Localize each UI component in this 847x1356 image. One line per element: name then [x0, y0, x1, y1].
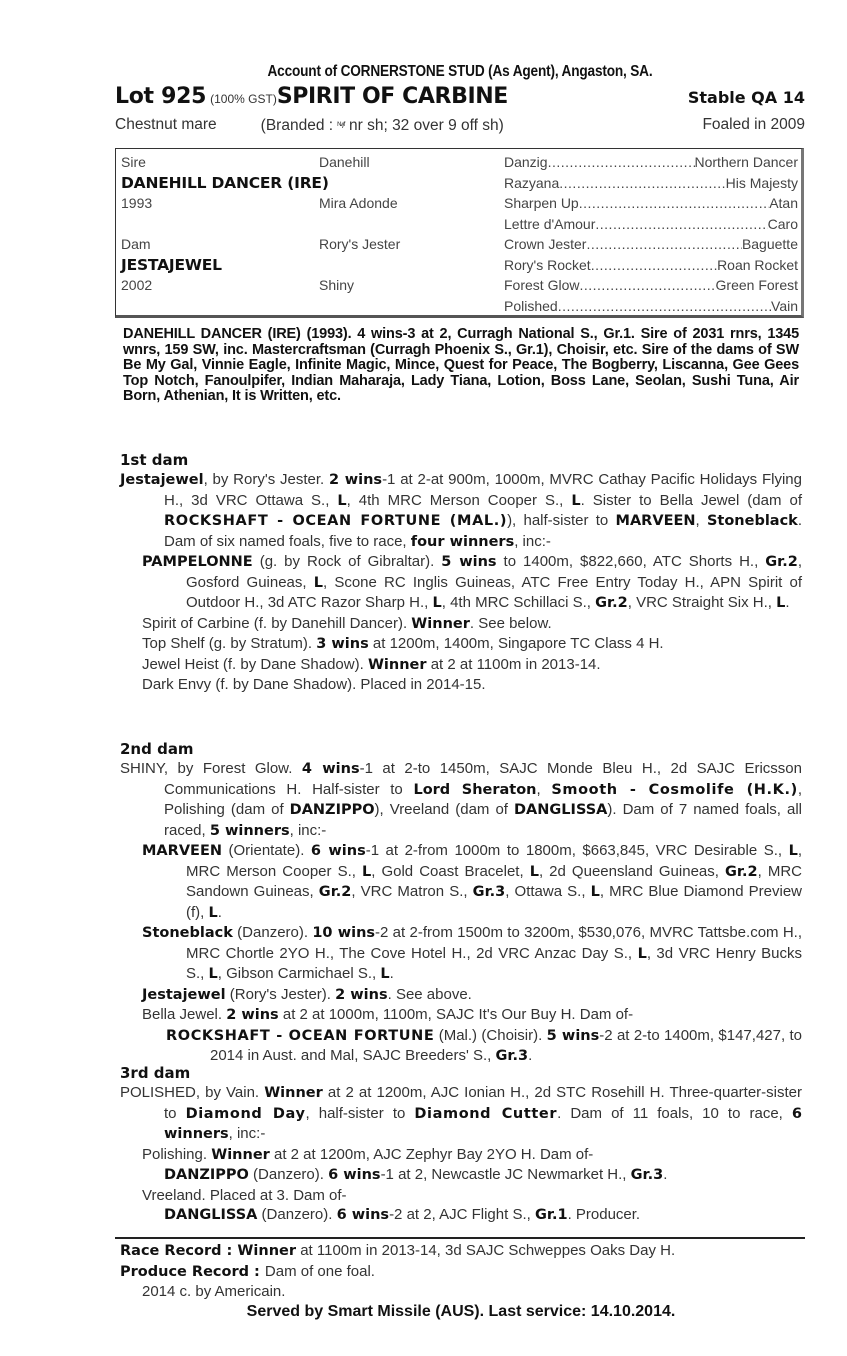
text-run: (Rory's Jester).	[225, 985, 336, 1003]
text-run: , inc:-	[289, 821, 327, 839]
lot-title-row	[115, 84, 805, 112]
bold-highlight: 5 wins	[441, 554, 497, 570]
text-run: (Orientate).	[221, 842, 311, 859]
leader-dots	[548, 152, 695, 173]
pedigree-row	[121, 275, 501, 296]
grandparent-row	[504, 214, 798, 235]
great-grandsire: Green Forest	[715, 277, 798, 293]
brand-prefix: (Branded :	[260, 117, 338, 134]
text-run: , MRC Blue Diamond Preview (f),	[186, 883, 802, 921]
bold-highlight: Gr.2	[318, 884, 352, 900]
sire-summary: DANEHILL DANCER (IRE) (1993). 4 wins-3 at 2, Curragh National S., Gr.1. Sire of 2031 rnrs, 1345 wnrs, 159 SW, inc. Mastercraftsman (Curragh Phoenix S., Gr.1), Choisir, etc. Sire of the dams of SW Be My Gal, Vinnie Eagle, Infinite Magic, Mince, Quest for Peace, The Bogberry, Liscanna, Gee Gees Top Notch, Fanoulpifer, Indian Maharaja, Lady Tiana, Lotion, Boss Lane, Seolan, Sushi Tuna, Air Born, Athenian, It is Written, etc.	[123, 326, 799, 404]
bold-highlight: 3 wins	[316, 636, 369, 652]
text-run: at 2 at 1100m in 2013-14.	[426, 655, 601, 673]
great-grandsire: Vain	[771, 297, 798, 314]
grandparent-name: Danzig	[504, 154, 548, 170]
pedigree-row	[121, 234, 501, 255]
text-run: Jewel Heist (f. by Dane Shadow).	[142, 655, 368, 673]
text-run: .	[389, 965, 394, 982]
bold-highlight: DANZIPPO	[289, 802, 375, 818]
text-run: -2 at 2-from 1500m to 3200m, $530,076, MVRC Tattsbe.com H., MRC Chortle 2YO H., The Cove Hotel H., 2d VRC Anzac Day S.,	[186, 924, 802, 962]
text-run: , VRC Matron S.,	[351, 883, 473, 900]
bold-highlight: Gr.2	[725, 863, 758, 880]
bold-highlight: 4 wins	[301, 761, 360, 777]
great-grandsire: Baguette	[741, 236, 798, 252]
bold-highlight: MARVEEN	[142, 843, 222, 859]
text-run: , 4th MRC Merson Cooper S.,	[346, 491, 572, 509]
text-run: . See below.	[469, 614, 552, 632]
text-run: , Scone RC Inglis Guineas, ATC Free Entry Today H., APN Spirit of Outdoor H., 3d ATC Razor Sharp H.,	[186, 573, 803, 611]
bold-highlight: Stoneblack	[142, 925, 233, 941]
text-run: .	[528, 1047, 533, 1064]
grandparent-row	[504, 234, 798, 255]
grandparent-name: Razyana	[504, 174, 560, 191]
produce-record-label: Produce Record :	[120, 1263, 265, 1280]
text-run: , half-sister to	[305, 1104, 415, 1122]
bold-highlight: DANZIPPO	[164, 1167, 249, 1183]
text-run: , VRC Straight Six H.,	[627, 594, 777, 611]
bold-highlight: PAMPELONNE	[142, 554, 253, 570]
bold-highlight: L	[571, 492, 581, 509]
pedigree-row	[121, 214, 501, 235]
produce-record	[120, 1262, 802, 1283]
bold-highlight: Gr.2	[765, 554, 798, 570]
catalogue-page	[115, 62, 805, 1320]
progeny-entry	[120, 614, 802, 635]
progeny-entry	[120, 1186, 802, 1206]
great-grandsire: Atan	[769, 195, 798, 211]
text-run: , Gold Coast Bracelet,	[371, 862, 530, 880]
bold-highlight: Lord Sheraton	[413, 781, 537, 798]
bold-highlight: Smooth - Cosmolife (H.K.)	[551, 781, 798, 798]
sire-dam: Mira Adonde	[319, 195, 398, 211]
brand-description	[261, 114, 504, 136]
grandparent-name: Polished	[504, 297, 558, 314]
bold-highlight: Winner	[367, 656, 427, 673]
section-title: 1st dam	[120, 451, 189, 469]
pedigree-row	[121, 193, 501, 214]
text-run: ), Vreeland (dam of	[374, 801, 515, 818]
leader-dots	[595, 214, 767, 235]
bold-highlight: L	[529, 863, 539, 880]
progeny-entry	[120, 1005, 802, 1026]
text-run: -2 at 2, AJC Flight S.,	[389, 1206, 535, 1223]
bold-highlight: L	[432, 595, 442, 611]
grandparent-name: Lettre d'Amour	[504, 215, 596, 232]
pedigree-row	[121, 173, 501, 194]
progeny-entry	[120, 634, 802, 655]
bold-highlight: Gr.3	[630, 1167, 664, 1183]
bold-highlight: Stoneblack	[706, 513, 798, 529]
pedigree-parents	[121, 152, 501, 316]
text-run: -1 at 2-to 1450m, SAJC Monde Bleu H., 2d SAJC Ericsson Communications H. Half-sister to	[164, 760, 802, 798]
bold-highlight: L	[337, 492, 347, 509]
bold-highlight: 6 winners	[164, 1105, 802, 1142]
footer-divider	[115, 1237, 805, 1239]
grandparent-row	[504, 275, 798, 296]
text-run: at 2 at 1200m, AJC Zephyr Bay 2YO H. Dam of-	[269, 1145, 594, 1163]
dam-year: 2002	[121, 277, 153, 293]
bold-highlight: 2 wins	[328, 472, 383, 488]
first-dam-section	[120, 450, 802, 695]
bold-highlight: 2 wins	[226, 1007, 279, 1023]
sire-name: DANEHILL DANCER (IRE)	[121, 173, 329, 192]
bold-highlight: L	[788, 843, 798, 859]
bold-highlight: L	[208, 904, 218, 921]
text-run: ). Dam of 7 named foals, all raced,	[164, 801, 802, 839]
pedigree-grandparents	[504, 152, 798, 316]
bold-highlight: 6 wins	[336, 1207, 390, 1223]
bold-highlight: four winners	[410, 533, 515, 550]
progeny-entry	[120, 675, 802, 695]
bold-highlight: Jestajewel	[120, 472, 204, 488]
progeny-entry	[120, 552, 802, 614]
text-run: (Danzero).	[248, 1166, 329, 1183]
bold-highlight: L	[313, 574, 323, 591]
vendor-account: Account of CORNERSTONE STUD (As Agent), Angaston, SA.	[267, 63, 653, 80]
progeny-entry	[120, 655, 802, 676]
bold-highlight: 5 wins	[546, 1027, 600, 1044]
grandprogeny-entry	[120, 1165, 802, 1186]
text-run: , 4th MRC Schillaci S.,	[441, 594, 596, 611]
second-dam-section	[120, 739, 802, 1067]
sire-year: 1993	[121, 195, 153, 211]
race-record-text: at 1100m in 2013-14, 3d SAJC Schweppes Oaks Day H.	[296, 1242, 676, 1259]
great-grandsire: Northern Dancer	[694, 154, 798, 170]
bold-highlight: L	[776, 595, 786, 611]
produce-record-text: Dam of one foal.	[264, 1262, 375, 1280]
leader-dots	[558, 296, 771, 317]
foal-entry: 2014 c. by Americain.	[142, 1283, 286, 1300]
dam-name: JESTAJEWEL	[121, 255, 222, 274]
leader-dots	[586, 234, 741, 255]
bold-highlight: L	[361, 863, 372, 880]
text-run: . Dam of six named foals, five to race,	[164, 512, 802, 550]
progeny-entry	[120, 923, 802, 985]
text-run: ,	[536, 780, 552, 798]
text-run: .	[217, 903, 222, 921]
grandparent-row	[504, 193, 798, 214]
bold-highlight: ROCKSHAFT - OCEAN FORTUNE (MAL.)	[164, 513, 508, 529]
bold-highlight: Diamond Day	[185, 1105, 306, 1122]
bold-highlight: L	[637, 945, 647, 962]
text-run: ,	[695, 512, 707, 529]
grandprogeny-entry	[120, 1026, 802, 1067]
dam-description	[120, 1083, 802, 1145]
records-footer	[120, 1241, 802, 1321]
bold-highlight: Diamond Cutter	[414, 1105, 558, 1122]
dam-sire: Rory's Jester	[319, 236, 401, 252]
bold-highlight: L	[380, 966, 390, 982]
text-run: Spirit of Carbine (f. by Danehill Dancer).	[142, 614, 412, 632]
bold-highlight: Jestajewel	[142, 986, 226, 1003]
text-run: at 1200m, 1400m, Singapore TC Class 4 H.	[368, 635, 664, 652]
text-run: (Danzero).	[232, 924, 313, 941]
grandparent-row	[504, 173, 798, 194]
leader-dots	[559, 173, 725, 194]
text-run: , Ottawa S.,	[505, 883, 591, 900]
text-run: -1 at 2-from 1000m to 1800m, $663,845, VRC Desirable S.,	[365, 842, 789, 859]
race-record	[120, 1241, 802, 1262]
sire-label: Sire	[121, 154, 146, 170]
text-run: Polishing.	[142, 1145, 212, 1163]
text-run: , MRC Merson Cooper S.,	[186, 842, 802, 880]
gst-note: (100% GST)	[210, 92, 277, 106]
text-run: at 2 at 1000m, 1100m, SAJC It's Our Buy H. Dam of-	[278, 1006, 634, 1023]
bold-highlight: L	[590, 884, 600, 900]
text-run: Top Shelf (g. by Stratum).	[142, 635, 317, 652]
bold-highlight: 6 wins	[328, 1167, 381, 1183]
text-run: (Danzero).	[257, 1206, 337, 1223]
text-run: . See above.	[387, 985, 472, 1003]
foaled-year: Foaled in 2009	[702, 116, 805, 133]
text-run: , Gibson Carmichael S.,	[217, 965, 381, 982]
bold-highlight: 5 winners	[209, 822, 290, 839]
service-note: Served by Smart Missile (AUS). Last service: 14.10.2014.	[246, 1302, 676, 1320]
bold-highlight: 10 wins	[312, 925, 376, 941]
text-run: at 2 at 1200m, AJC Ionian H., 2d STC Rosehill H. Three-quarter-sister to	[164, 1084, 802, 1122]
grandparent-row	[504, 255, 798, 276]
bold-highlight: ROCKSHAFT - OCEAN FORTUNE	[166, 1027, 435, 1044]
pedigree-row	[121, 152, 501, 173]
stable-number: Stable QA 14	[687, 88, 805, 107]
progeny-entry	[120, 985, 802, 1006]
text-run: . Producer.	[567, 1206, 641, 1223]
text-run: SHINY, by Forest Glow.	[120, 760, 302, 777]
text-run: Vreeland. Placed at 3. Dam of-	[142, 1186, 347, 1204]
bold-highlight: Winner	[411, 615, 470, 632]
grandparent-row	[504, 296, 798, 317]
leader-dots	[579, 275, 715, 296]
great-grandsire: Roan Rocket	[717, 256, 798, 273]
dam-description	[120, 470, 802, 552]
dam-description	[120, 759, 802, 841]
dam-dam: Shiny	[319, 277, 355, 293]
text-run: -2 at 2-to 1400m, $147,427, to 2014 in Aust. and Mal, SAJC Breeders' S.,	[210, 1026, 803, 1064]
great-grandsire: His Majesty	[725, 174, 798, 191]
text-run: , inc:-	[228, 1125, 266, 1142]
text-run: -1 at 2-at 900m, 1000m, MVRC Cathay Pacific Holidays Flying H., 3d VRC Ottawa S.,	[164, 471, 802, 509]
colour-sex: Chestnut mare	[115, 116, 217, 133]
dam-label: Dam	[121, 236, 151, 252]
bold-highlight: Gr.3	[495, 1048, 529, 1064]
text-run: to 1400m, $822,660, ATC Shorts H.,	[496, 553, 766, 570]
section-title: 3rd dam	[120, 1064, 191, 1082]
text-run: , inc:-	[514, 532, 551, 550]
grandparent-name: Sharpen Up	[504, 195, 579, 211]
text-run: . Dam of 11 foals, 10 to race,	[557, 1104, 792, 1122]
bold-highlight: DANGLISSA	[164, 1207, 258, 1223]
progeny-entry	[120, 1145, 802, 1166]
horse-info-row	[115, 114, 805, 136]
pedigree-row	[121, 255, 501, 276]
bold-highlight: Gr.3	[472, 884, 506, 900]
text-run: , 3d VRC Henry Bucks S.,	[186, 944, 802, 982]
lot-number: Lot 925	[115, 84, 207, 109]
pedigree-row	[121, 296, 501, 317]
grandparent-row	[504, 152, 798, 173]
text-run: ), half-sister to	[507, 512, 616, 529]
brand-suffix: nr sh; 32 over 9 off sh)	[344, 117, 504, 134]
leader-dots	[591, 255, 717, 276]
race-record-result: Winner	[237, 1243, 297, 1259]
bold-highlight: MARVEEN	[615, 513, 696, 529]
bold-highlight: Gr.2	[595, 595, 628, 611]
great-grandsire: Caro	[767, 215, 798, 232]
section-title: 2nd dam	[120, 740, 194, 758]
text-run: , Polishing (dam of	[164, 780, 802, 818]
text-run: , 2d Queensland Guineas,	[538, 862, 725, 880]
grandprogeny-entry	[120, 1205, 802, 1226]
race-record-label: Race Record :	[120, 1243, 238, 1259]
pedigree-table	[115, 148, 804, 318]
text-run: Bella Jewel.	[142, 1006, 227, 1023]
bold-highlight: Winner	[211, 1146, 270, 1163]
bold-highlight: 2 wins	[335, 986, 388, 1003]
text-run: , by Rory's Jester.	[203, 471, 329, 488]
text-run: , Gosford Guineas,	[186, 553, 802, 591]
text-run: (g. by Rock of Gibraltar).	[252, 553, 442, 570]
leader-dots	[579, 193, 769, 214]
horse-name: SPIRIT OF CARBINE	[276, 84, 508, 109]
text-run: POLISHED, by Vain.	[120, 1084, 265, 1101]
text-run: . Sister to Bella Jewel (dam of	[580, 491, 802, 509]
progeny-entry	[120, 841, 802, 923]
bold-highlight: 6 wins	[310, 843, 366, 859]
text-run: Dark Envy (f. by Dane Shadow). Placed in 2014-15.	[142, 676, 486, 693]
brand-mark-icon: ᴺᵛ/ᶠ	[337, 120, 345, 130]
grandparent-name: Crown Jester	[504, 236, 587, 252]
text-run: .	[785, 594, 790, 611]
text-run: -1 at 2, Newcastle JC Newmarket H.,	[380, 1166, 631, 1183]
text-run: .	[663, 1166, 668, 1183]
bold-highlight: Winner	[264, 1085, 323, 1101]
grandparent-name: Forest Glow	[504, 277, 580, 293]
sire-sire: Danehill	[319, 154, 370, 170]
bold-highlight: DANGLISSA	[514, 802, 608, 818]
third-dam-section	[120, 1063, 802, 1226]
bold-highlight: Gr.1	[534, 1207, 568, 1223]
grandparent-name: Rory's Rocket	[504, 256, 591, 273]
text-run: , MRC Sandown Guineas,	[186, 862, 802, 900]
bold-highlight: L	[208, 966, 218, 982]
text-run: (Mal.) (Choisir).	[434, 1026, 547, 1044]
